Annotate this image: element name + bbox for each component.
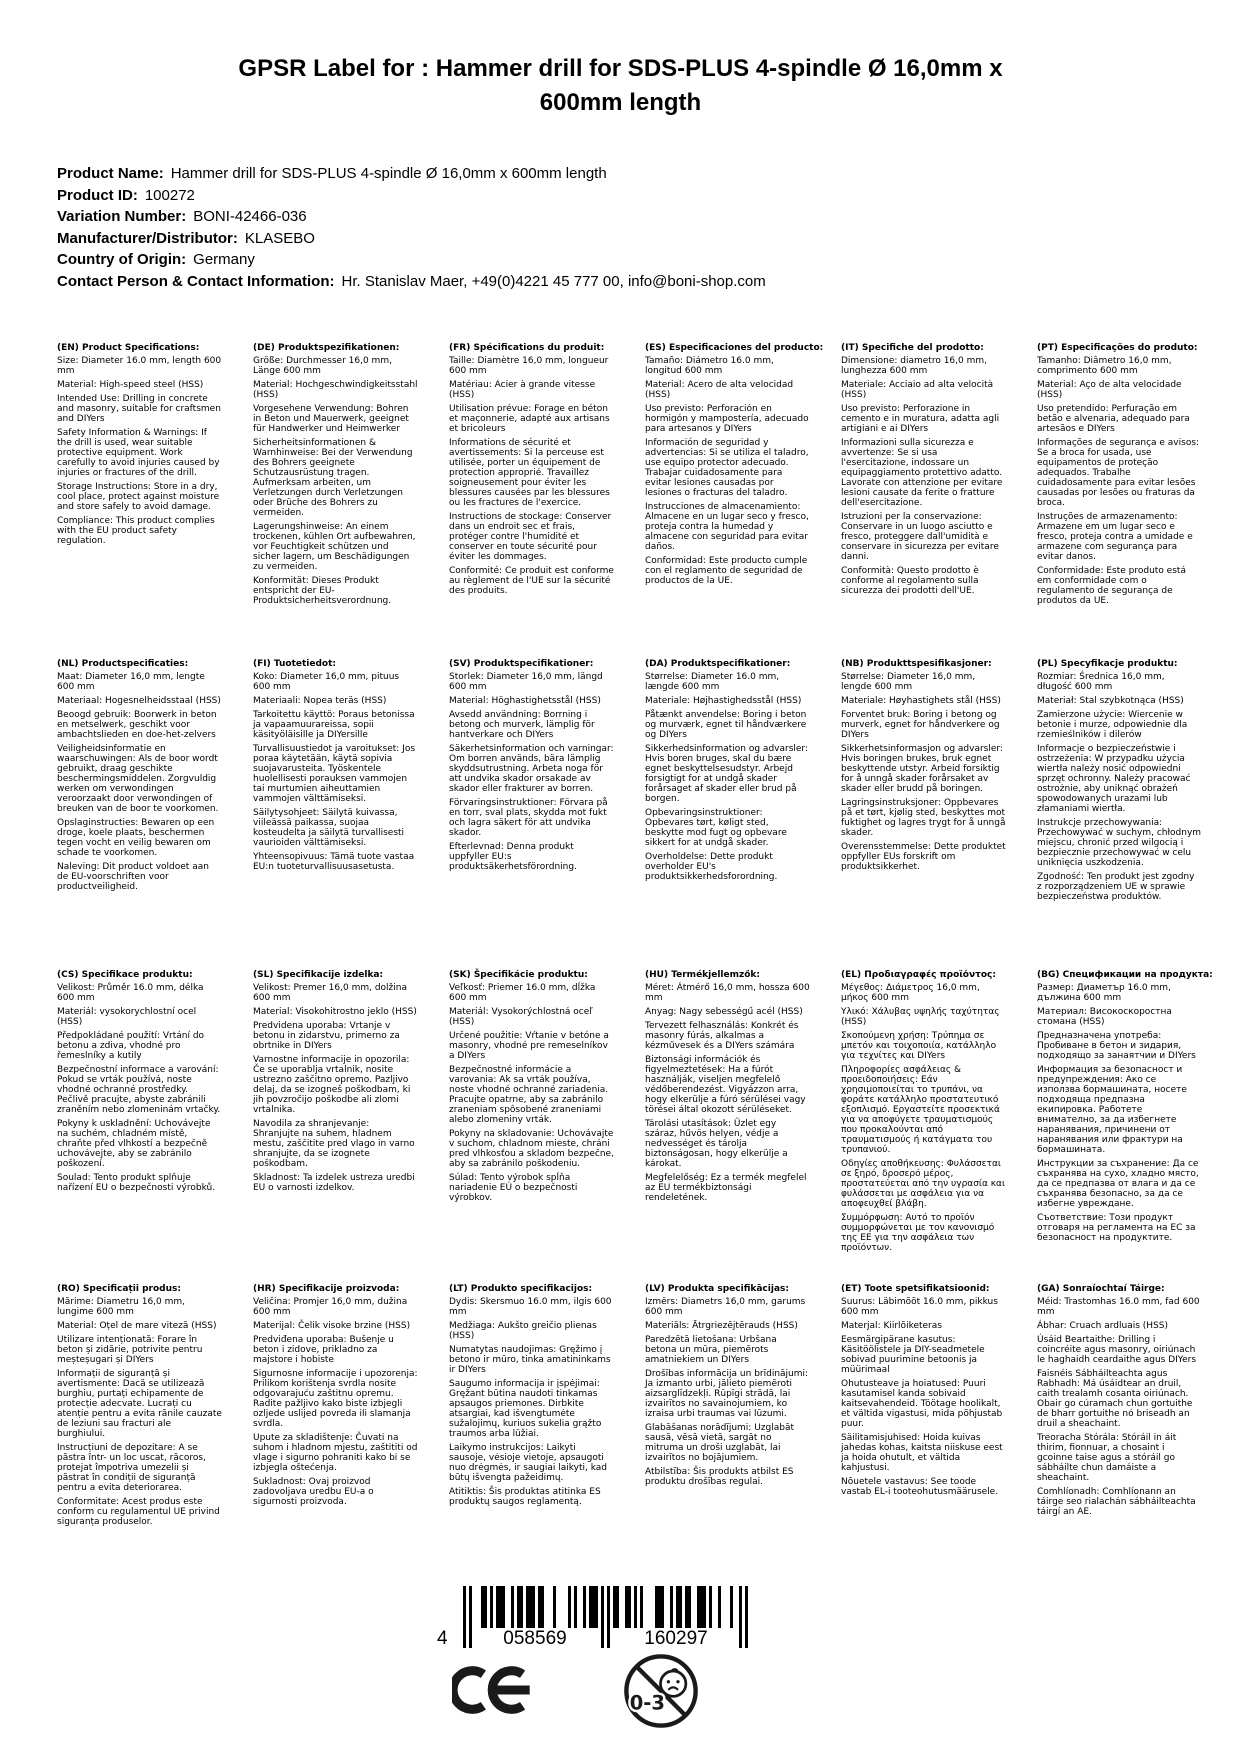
spec-paragraph: Drošības informācija un brīdinājumi: Ja izmanto urbi, jālieto piemēroti aizsarglīdzekļi. Rūpīgi strādā, lai izvairītos no savainojumiem, ko izraisa urbi traumas vai lūzumi. [645,1369,809,1419]
language-block-header: (GA) Sonraíochtaí Táirge: [1037,1284,1165,1294]
spec-paragraph: Atitiktis: Šis produktas atitinka ES produktų saugos reglamentą. [449,1487,601,1507]
spec-paragraph: Материал: Високоскоростна стомана (HSS) [1037,1007,1172,1027]
language-block-ro [57,1284,222,1531]
language-block-header: (ES) Especificaciones del producto: [645,343,824,353]
spec-paragraph: Yhteensopivuus: Tämä tuote vastaa EU:n tuoteturvallisuusasetusta. [253,852,415,872]
spec-paragraph: Lagerungshinweise: An einem trockenen, kühlen Ort aufbewahren, vor Feuchtigkeit schützen und sicher lagern, um Beschädigungen zu vermeiden. [253,522,416,572]
spec-paragraph: Konformität: Dieses Produkt entspricht der EU-Produktsicherheitsverordnung. [253,576,392,606]
spec-paragraph: Material: Höghastighetsstål (HSS) [449,696,601,706]
product-info [57,163,766,292]
barcode-bar [625,1586,631,1628]
info-value: Hammer drill for SDS-PLUS 4-spindle Ø 16,0mm x 600mm length [170,165,607,182]
spec-paragraph: Uso previsto: Perforación en hormigón y mampostería, adecuado para artesanos y DIYers [645,404,809,434]
spec-paragraph: Bezpečnostné informácie a varovania: Ak sa vrták používa, noste vhodné ochranné zariadenia. Pracujte opatrne, aby sa zabránilo zraneniam spôsobené zraneniami alebo zlomeniny vrták. [449,1065,609,1125]
barcode-bar [589,1586,598,1628]
spec-paragraph: Sukladnost: Ovaj proizvod zadovoljava uredbu EU-a o sigurnosti proizvoda. [253,1477,374,1507]
info-value: Germany [193,251,255,268]
spec-paragraph: Material: Oțel de mare viteză (HSS) [57,1321,217,1331]
spec-paragraph: Material: Acero de alta velocidad (HSS) [645,380,794,400]
spec-paragraph: Bezpečnostní informace a varování: Pokud se vrták používá, noste vhodné ochranné prostředky. Pečlivě pracujte, abyste zabránili zraněním nebo zlomeninám vrtačky. [57,1065,221,1115]
language-block-header: (NB) Produkttspesifikasjoner: [841,659,992,669]
language-block-header: (EL) Προδιαγραφές προϊόντος: [841,970,996,980]
barcode-bar [511,1586,514,1628]
spec-paragraph: Tarkoitettu käyttö: Poraus betonissa ja vapaamuurareissa, sopii käsityöläisille ja DIYersille [253,710,415,740]
spec-paragraph: Glabāšanas norādījumi: Uzglabāt sausā, vēsā vietā, sargāt no mitruma un droši uzglabāt, lai izvairītos no bojājumiem. [645,1423,794,1463]
language-block-hu [645,970,810,1284]
spec-paragraph: Instrucciones de almacenamiento: Almacene en un lugar seco y fresco, proteja contra la humedad y almacene con seguridad para evitar daños. [645,502,809,552]
barcode-first-digit: 4 [437,1628,448,1649]
spec-paragraph: Pokyny na skladovanie: Uchovávajte v suchom, chladnom mieste, chráni pred vlhkosťou a skladom bezpečne, aby sa zabránilo poškodeniu. [449,1129,614,1169]
barcode-bar [613,1586,619,1628]
spec-paragraph: Material: Visokohitrostno jeklo (HSS) [253,1007,417,1017]
language-block-header: (CS) Specifikace produktu: [57,970,193,980]
spec-paragraph: Materiale: Højhastighedsstål (HSS) [645,696,802,706]
spec-paragraph: Säkerhetsinformation och varningar: Om borren används, bära lämplig skyddsutrustning. Arbeta noga för att undvika skador orsakade av skador eller frakturer av borren. [449,744,614,794]
spec-paragraph: Zgodność: Ten produkt jest zgodny z rozporządzeniem UE w sprawie bezpieczeństwa produktów. [1037,872,1195,902]
spec-paragraph: Koko: Diameter 16,0 mm, pituus 600 mm [253,672,400,692]
barcode-bar [496,1586,505,1628]
language-block-sl [253,970,418,1284]
spec-paragraph: Tárolási utasítások: Üzlet egy száraz, hűvös helyen, védje a nedvességet és tárolja biztonságosan, hogy elkerülje a károkat. [645,1119,788,1169]
barcode-bar [490,1586,493,1628]
spec-paragraph: Mărime: Diametru 16,0 mm, lungime 600 mm [57,1297,186,1317]
language-block-header: (HU) Termékjellemzők: [645,970,761,980]
spec-paragraph: Instruções de armazenamento: Armazene em um lugar seco e fresco, proteja contra a umidade e armazene com segurança para evitar danos. [1037,512,1193,562]
barcode-bar [739,1586,742,1648]
spec-paragraph: Съответствие: Този продукт отговаря на регламента на ЕС за безопасност на продуктите. [1037,1213,1196,1243]
spec-paragraph: Material: High-speed steel (HSS) [57,380,204,390]
language-block-header: (DE) Produktspezifikationen: [253,343,400,353]
spec-paragraph: Overensstemmelse: Dette produktet oppfyller EUs forskrift om produktsikkerhet. [841,842,1006,872]
spec-paragraph: Laikymo instrukcijos: Laikyti sausoje, vėsioje vietoje, apsaugoti nuo drėgmės, ir saugiai laikyti, kad būtų išvengta pažeidimų. [449,1443,607,1483]
language-block-header: (SL) Specifikacije izdelka: [253,970,384,980]
spec-paragraph: Izmērs: Diametrs 16,0 mm, garums 600 mm [645,1297,806,1317]
spec-paragraph: Overholdelse: Dette produkt overholder EU's produktsikkerhedsforordning. [645,852,778,882]
barcode-right-digits: 160297 [644,1628,708,1649]
language-block-nb [841,659,1006,970]
spec-paragraph: Skladnost: Ta izdelek ustreza uredbi EU o varnosti izdelkov. [253,1173,415,1193]
spec-paragraph: Säilytysohjeet: Säilytä kuivassa, viileässä paikassa, suojaa kosteudelta ja säilytä turvallisesti vaurioiden välttämiseksi. [253,808,405,848]
spec-paragraph: Πληροφορίες ασφάλειας & προειδοποιήσεις: Εάν χρησιμοποιείται το τρυπάνι, να φοράτε κατάλληλο προστατευτικό εξοπλισμό. Εργαστείτε προσεκτικά για να αποφύγετε τραυματισμούς που προκαλούνται από τραυματισμούς ή κατάγματα του τρυπανιού. [841,1065,1000,1155]
spec-paragraph: Sigurnosne informacije i upozorenja: Prilikom korištenja svrdla nosite odgovarajuću zaštitnu opremu. Radite pažljivo kako biste izbjegli ozljede uslijed povreda ili slamanja svrdla. [253,1369,418,1429]
spec-paragraph: Conformitate: Acest produs este conform cu regulamentul UE privind siguranța produselor. [57,1497,220,1527]
info-line [57,163,766,185]
info-value: KLASEBO [244,229,315,247]
language-block-header: (SV) Produktspecifikationer: [449,659,594,669]
info-line [57,249,766,271]
spec-paragraph: Materiaal: Hogesnelheidsstaal (HSS) [57,696,221,706]
language-block-header: (PT) Especificações do produto: [1037,343,1198,353]
barcode-bar [574,1586,577,1628]
spec-paragraph: Efterlevnad: Denna produkt uppfyller EU:s produktsäkerhetsförordning. [449,842,577,872]
spec-paragraph: Größe: Durchmesser 16,0 mm, Länge 600 mm [253,356,392,376]
spec-paragraph: Avsedd användning: Borrning i betong och murverk, lämplig för hantverkare och DIYers [449,710,595,740]
spec-paragraph: Conformidade: Este produto está em conformidade com o regulamento de segurança de produtos da UE. [1037,566,1186,606]
spec-paragraph: Conformità: Questo prodotto è conforme al regolamento sulla sicurezza dei prodotti dell'UE. [841,566,979,596]
spec-paragraph: Lagringsinstruksjoner: Oppbevares på et tørt, kjølig sted, beskyttes mot fuktighet og lagres trygt for å unngå skader. [841,798,1006,838]
spec-paragraph: Dydis: Skersmuo 16.0 mm, ilgis 600 mm [449,1297,612,1317]
spec-paragraph: Информация за безопасност и предупреждения: Ако се използва бормашината, носете подходяща предпазна екипировка. Работете внимателно, за да избегнете наранявания, причинени от наранявания или фрактури на бормашината. [1037,1065,1187,1155]
spec-paragraph: Υλικό: Χάλυβας υψηλής ταχύτητας (HSS) [841,1007,1000,1027]
spec-paragraph: Saugumo informacija ir įspėjimai: Gręžant būtina naudoti tinkamas apsaugos priemones. Dirbkite atsargiai, kad išvengtumėte sužalojimų, kuriuos sukelia grąžto traumos arba lūžiai. [449,1379,602,1439]
age-warning-text: 0-3 [629,1691,665,1715]
spec-paragraph: Navodila za shranjevanje: Shranjujte na suhem, hladnem mestu, zaščitite pred vlago in varno shranjujte, da se izognete poškodbam. [253,1119,415,1169]
spec-paragraph: Material: Hochgeschwindigkeitsstahl (HSS) [253,380,418,400]
language-block-pt [1037,343,1202,659]
language-block-header: (ET) Toote spetsifikatsioonid: [841,1284,990,1294]
language-block-header: (RO) Specificații produs: [57,1284,181,1294]
language-block-lv [645,1284,810,1531]
language-grid [57,343,1213,1531]
spec-paragraph: Materiāls: Ātrgriezējtērauds (HSS) [645,1321,798,1331]
barcode-bar [634,1586,637,1628]
spec-paragraph: Méret: Átmérő 16,0 mm, hossza 600 mm [645,983,810,1003]
spec-paragraph: Forventet bruk: Boring i betong og murverk, egnet for håndverkere og DIYers [841,710,1000,740]
barcode-bar [745,1586,748,1648]
barcode-bar [730,1586,733,1628]
spec-paragraph: Tamaño: Diámetro 16.0 mm, longitud 600 mm [645,356,774,376]
spec-paragraph: Méid: Trastomhas 16.0 mm, fad 600 mm [1037,1297,1200,1317]
spec-paragraph: Ábhar: Cruach ardluais (HSS) [1037,1321,1168,1331]
spec-paragraph: Información de seguridad y advertencias: Si se utiliza el taladro, use equipo protector adecuado. Trabajar cuidadosamente para evitar lesiones causadas por lesiones o fracturas del taladro. [645,438,809,498]
spec-paragraph: Megfelelőség: Ez a termék megfelel az EU termékbiztonsági rendeletének. [645,1173,807,1203]
language-block-et [841,1284,1006,1531]
spec-paragraph: Size: Diameter 16.0 mm, length 600 mm [57,356,222,376]
barcode-bar [526,1586,535,1628]
spec-paragraph: Materiale: Acciaio ad alta velocità (HSS) [841,380,994,400]
language-block-lt [449,1284,614,1531]
spec-paragraph: Materiaali: Nopea teräs (HSS) [253,696,387,706]
barcode-bar [607,1586,610,1648]
spec-paragraph: Предназначена употреба: Пробиване в бетон и зидария, подходящо за занаятчии и DIYers [1037,1031,1196,1061]
language-block-sk [449,970,614,1284]
spec-paragraph: Materjal: Kiirlõiketeras [841,1321,942,1331]
language-block-da [645,659,810,970]
spec-paragraph: Predvidena uporaba: Vrtanje v betonu in zidarstvu, primerno za obrtnike in DIYers [253,1021,400,1051]
spec-paragraph: Treoracha Stórála: Stóráil in áit thirim, fionnuar, a chosaint i gcoinne taise agus a stóráil go sábháilte chun damáiste a sheachaint. [1037,1433,1177,1483]
barcode-left-digits: 058569 [503,1628,567,1649]
spec-paragraph: Conformité: Ce produit est conforme au règlement de l'UE sur la sécurité des produits. [449,566,614,596]
spec-paragraph: Materiál: vysokorychlostní ocel (HSS) [57,1007,197,1027]
spec-paragraph: Nõuetele vastavus: See toode vastab EL-i tooteohutusmäärusele. [841,1477,999,1497]
spec-paragraph: Materijal: Čelik visoke brzine (HSS) [253,1321,411,1331]
language-block-de [253,343,418,659]
spec-paragraph: Инструкции за съхранение: Да се съхранява на сухо, хладно място, да се предпазва от влага и да се съхранява безопасно, за да се избегне увреждане. [1037,1159,1199,1209]
info-value: 100272 [144,186,195,204]
barcode-bar [655,1586,664,1628]
spec-paragraph: Varnostne informacije in opozorila: Če se uporablja vrtalnik, nosite ustrezno zaščitno opremo. Pazljivo delaj, da se izogneš poškodbam, ki jih povzročijo poškodbe ali zlomi vrtalnika. [253,1055,411,1115]
spec-paragraph: Størrelse: Diameter 16.0 mm, længde 600 mm [645,672,780,692]
barcode-bar [709,1586,712,1628]
spec-paragraph: Οδηγίες αποθήκευσης: Φυλάσσεται σε ξηρό, δροσερό μέρος, προστατεύεται από την υγρασία και φυλάσσεται με ασφάλεια για να αποφευχθεί βλάβη. [841,1159,1006,1209]
spec-paragraph: Tervezett felhasználás: Konkrét és masonry fúrás, alkalmas a kézművesek és a DIYers számára [645,1021,799,1051]
barcode-bar [697,1586,706,1628]
spec-paragraph: Maat: Diameter 16,0 mm, lengte 600 mm [57,672,205,692]
spec-paragraph: Vorgesehene Verwendung: Bohren in Beton und Mauerwerk, geeignet für Handwerker und Heimwerker [253,404,409,434]
spec-paragraph: Istruzioni per la conservazione: Conservare in un luogo asciutto e fresco, proteggere dall'umidità e conservare in sicurezza per evitare danni. [841,512,999,562]
spec-paragraph: Σκοπούμενη χρήση: Τρύπημα σε μπετόν και τοιχοποιία, κατάλληλο για τεχνίτες και DIYers [841,1031,997,1061]
spec-paragraph: Instrukcje przechowywania: Przechowywać w suchym, chłodnym miejscu, chronić przed wilgocią i bezpiecznie przechowywać w celu uniknięcia uszkodzenia. [1037,818,1202,868]
spec-paragraph: Materiale: Høyhastighets stål (HSS) [841,696,1001,706]
language-block-hr [253,1284,418,1531]
spec-paragraph: Sikkerhetsinformasjon og advarsler: Hvis boringen brukes, bruk egnet beskyttende utstyr. Arbeid forsiktig for å unngå skader forårsaket av skader eller brudd på boringen. [841,744,1003,794]
spec-paragraph: Compliance: This product complies with the EU product safety regulation. [57,516,215,546]
info-label: Product Name: [57,165,164,182]
language-block-header: (LV) Produkta specifikācijas: [645,1284,789,1294]
info-label: Variation Number: [57,208,187,225]
spec-paragraph: Matériau: Acier à grande vitesse (HSS) [449,380,596,400]
barcode-bar [553,1586,556,1628]
spec-paragraph: Størrelse: Diameter 16,0 mm, lengde 600 mm [841,672,976,692]
info-label: Contact Person & Contact Information: [57,272,335,290]
spec-paragraph: Opbevaringsinstruktioner: Opbevares tørt, køligt sted, beskytte mod fugt og opbevare sikkert for at undgå skader. [645,808,787,848]
spec-paragraph: Informații de siguranță și avertismente: Dacă se utilizează burghiu, purtați echipamente de protecție adecvate. Lucrați cu atenție pentru a evita rănile cauzate de leziuni sau fracturi ale burghiului. [57,1369,222,1439]
barcode-bar [481,1586,487,1628]
spec-paragraph: Faisnéis Sábháilteachta agus Rabhadh: Má úsáidtear an druil, caith trealamh cosanta oiriúnach. Obair go cúramach chun gortuithe de bharr gortuithe nó briseadh an druil a sheachaint. [1037,1369,1193,1429]
spec-paragraph: Paredzētā lietošana: Urbšana betona un mūra, piemērots amatniekiem un DIYers [645,1335,777,1365]
page-title: GPSR Label for : Hammer drill for SDS-PLUS 4-spindle Ø 16,0mm x 600mm length [238,55,1003,116]
info-line [57,206,766,228]
spec-paragraph: Eesmärgipärane kasutus: Käsitöölistele ja DIY-seadmetele sobivad puurimine betoonis ja müürimaal [841,1335,985,1375]
language-block-header: (FR) Spécifications du produit: [449,343,605,353]
spec-paragraph: Sicherheitsinformationen & Warnhinweise: Bei der Verwendung des Bohrers geeignete Schutzausrüstung tragen. Aufmerksam arbeiten, um Verletzungen durch Verletzungen oder Brüche des Bohrers zu vermeiden. [253,438,413,518]
spec-paragraph: Informações de segurança e avisos: Se a broca for usada, use equipamentos de proteção adequados. Trabalhe cuidadosamente para evitar lesões causadas por lesões ou fraturas da broca. [1037,438,1200,508]
barcode-bar [676,1586,682,1628]
spec-paragraph: Atbilstība: Šis produkts atbilst ES produktu drošības regulai. [645,1467,794,1487]
ce-mark-icon [452,1662,536,1718]
spec-paragraph: Pokyny k uskladnění: Uchovávejte na suchém, chladném místě, chraňte před vlhkostí a bezpečně uchovávejte, aby se zabránilo poškození. [57,1119,211,1169]
spec-paragraph: Μέγεθος: Διάμετρος 16,0 mm, μήκος 600 mm [841,983,980,1003]
language-block-it [841,343,1006,659]
barcode-bar [685,1586,691,1628]
spec-paragraph: Påtænkt anvendelse: Boring i beton og murværk, egnet til håndværkere og DIYers [645,710,807,740]
info-label: Country of Origin: [57,251,187,268]
ean13-barcode [437,1586,757,1652]
spec-paragraph: Veličina: Promjer 16,0 mm, dužina 600 mm [253,1297,408,1317]
spec-paragraph: Sikkerhedsinformation og advarsler: Hvis boren bruges, skal du bære egnet beskyttelsesudstyr. Arbejd forsigtigt for at undgå skader forårsaget af skader eller brud på borgen. [645,744,808,804]
spec-paragraph: Размер: Диаметър 16.0 mm, дължина 600 mm [1037,983,1171,1003]
spec-paragraph: Predviđena uporaba: Bušenje u beton i zidove, prikladno za majstore i hobiste [253,1335,394,1365]
language-block-fr [449,343,614,659]
spec-paragraph: Instrucțiuni de depozitare: A se păstra într- un loc uscat, răcoros, protejat împotriva umezelii și păstrat în condiții de siguranță pentru a evita deteriorarea. [57,1443,206,1493]
barcode-bar [463,1586,466,1648]
language-block-header: (PL) Specyfikacje produktu: [1037,659,1178,669]
spec-paragraph: Anyag: Nagy sebességű acél (HSS) [645,1007,803,1017]
spec-paragraph: Informazioni sulla sicurezza e avvertenze: Se si usa l'esercitazione, indossare un equipaggiamento protettivo adatto. Lavorate con attenzione per evitare lesioni causate da ferite o fratture dell'esercitazione. [841,438,1003,508]
spec-paragraph: Ohutusteave ja hoiatused: Puuri kasutamisel kanda sobivaid kaitsevahendeid. Töötage hoolikalt, et vältida vigastusi, mida põhjustab puur. [841,1379,1003,1429]
spec-paragraph: Naleving: Dit product voldoet aan de EU-voorschriften voor productveiligheid. [57,862,209,892]
spec-paragraph: Instructions de stockage: Conserver dans un endroit sec et frais, protéger contre l'humidité et conserver en toute sécurité pour éviter les dommages. [449,512,612,562]
spec-paragraph: Uso pretendido: Perfuração em betão e alvenaria, adequado para artesãos e DIYers [1037,404,1190,434]
spec-paragraph: Intended Use: Drilling in concrete and masonry, suitable for craftsmen and DIYers [57,394,221,424]
spec-paragraph: Taille: Diamètre 16,0 mm, longueur 600 mm [449,356,609,376]
info-label: Manufacturer/Distributor: [57,229,238,247]
spec-paragraph: Suurus: Läbimõõt 16.0 mm, pikkus 600 mm [841,1297,998,1317]
spec-paragraph: Συμμόρφωση: Αυτό το προϊόν συμμορφώνεται με τον κανονισμό της ΕΕ για την ασφάλεια των προϊόντων. [841,1213,995,1253]
info-value: BONI-42466-036 [193,208,307,225]
barcode-bar [538,1586,544,1628]
spec-paragraph: Förvaringsinstruktioner: Förvara på en torr, sval plats, skydda mot fukt och lagra säkert för att undvika skador. [449,798,608,838]
spec-paragraph: Turvallisuustiedot ja varoitukset: Jos poraa käytetään, käytä sopivia suojavarusteita. Työskentele huolellisesti porauksen vammojen tai murtumien aiheuttamien vammojen välttämiseksi. [253,744,416,804]
language-block-header: (FI) Tuotetiedot: [253,659,337,669]
language-block-header: (EN) Product Specifications: [57,343,200,353]
language-block-header: (BG) Спецификации на продукта: [1037,970,1213,980]
barcode-bar [640,1586,643,1628]
language-block-ga [1037,1284,1202,1531]
spec-paragraph: Storage Instructions: Store in a dry, cool place, protect against moisture and store safely to avoid damage. [57,482,220,512]
spec-paragraph: Safety Information & Warnings: If the drill is used, wear suitable protective equipment. Work carefully to avoid injuries caused by injuries or fractures of the drill. [57,428,220,478]
spec-paragraph: Informations de sécurité et avertissements: Si la perceuse est utilisée, porter un équipement de protection approprié. Travaillez soigneusement pour éviter les blessures causées par les blessures ou les fractures de l'exercice. [449,438,610,508]
spec-paragraph: Úsáid Beartaithe: Drilling i coincréite agus masonry, oiriúnach le haghaidh ceardaithe agus DIYers [1037,1335,1197,1365]
spec-paragraph: Soulad: Tento produkt splňuje nařízení EU o bezpečnosti výrobků. [57,1173,216,1193]
language-block-fi [253,659,418,970]
spec-paragraph: Veľkosť: Priemer 16.0 mm, dĺžka 600 mm [449,983,596,1003]
spec-paragraph: Beoogd gebruik: Boorwerk in beton en metselwerk, geschikt voor ambachtslieden en doe-het-zelvers [57,710,217,740]
barcode-bar [670,1586,673,1628]
spec-paragraph: Medžiaga: Aukšto greičio plienas (HSS) [449,1321,597,1341]
language-block-nl [57,659,222,970]
spec-paragraph: Opslaginstructies: Bewaren op een droge, koele plaats, beschermen tegen vocht en veilig bewaren om schade te voorkomen. [57,818,215,858]
language-block-bg [1037,970,1213,1284]
language-block-header: (IT) Specifiche del prodotto: [841,343,984,353]
spec-paragraph: Dimensione: diametro 16,0 mm, lunghezza 600 mm [841,356,987,376]
spec-paragraph: Velikost: Průměr 16.0 mm, délka 600 mm [57,983,204,1003]
spec-paragraph: Upute za skladištenje: Čuvati na suhom i hladnom mjestu, zaštititi od vlage i sigurno pohraniti kako bi se izbjegla oštećenja. [253,1433,418,1473]
spec-paragraph: Storlek: Diameter 16,0 mm, längd 600 mm [449,672,603,692]
language-block-header: (HR) Specifikacije proizvoda: [253,1284,400,1294]
language-block-en [57,343,222,659]
barcode-bar [568,1586,571,1628]
spec-paragraph: Zamierzone użycie: Wiercenie w betonie i murze, odpowiednie dla rzemieślników i dilerów [1037,710,1188,740]
spec-paragraph: Säilitamisjuhised: Hoida kuivas jahedas kohas, kaitsta niiskuse eest ja hoida ohutult, et vältida kahjustusi. [841,1433,1003,1473]
spec-paragraph: Utilisation prévue: Forage en béton et maçonnerie, adapté aux artisans et bricoleurs [449,404,610,434]
spec-paragraph: Uso previsto: Perforazione in cemento e in muratura, adatta agli artigiani e ai DIYers [841,404,1000,434]
spec-paragraph: Material: Aço de alta velocidade (HSS) [1037,380,1182,400]
spec-paragraph: Súlad: Tento výrobok spĺňa nariadenie EÚ o bezpečnosti výrobkov. [449,1173,578,1203]
info-value: Hr. Stanislav Maer, +49(0)4221 45 777 00, info@boni-shop.com [341,272,766,290]
language-block-header: (LT) Produkto specifikacijos: [449,1284,593,1294]
language-block-es [645,343,824,659]
info-line [57,228,766,250]
spec-paragraph: Veiligheidsinformatie en waarschuwingen: Als de boor wordt gebruikt, draag geschikte beschermingsmiddelen. Zorgvuldig werken om verwondingen veroorzaakt door verwondingen of breuken van de boor te voorkomen. [57,744,219,814]
spec-paragraph: Utilizare intenționată: Forare în beton și zidărie, potrivite pentru meșteșugari și DIYers [57,1335,203,1365]
barcode-bar [601,1586,604,1648]
spec-paragraph: Biztonsági információk és figyelmeztetések: Ha a fúrót használják, viseljen megfelelő védőberendezést. Vigyázzon arra, hogy elkerülje a fúró sérülései vagy törései által okozott sérüléseket. [645,1055,806,1115]
barcode-bar [718,1586,721,1628]
age-warning-0-3-icon [622,1652,700,1730]
spec-paragraph: Informacje o bezpieczeństwie i ostrzeżenia: W przypadku użycia wiertła należy nosić odpowiedni sprzęt ochronny. Należy pracować ostrożnie, aby uniknąć obrażeń spowodowanych urazami lub złamaniami wiertła. [1037,744,1191,814]
info-line [57,271,766,293]
language-block-cs [57,970,222,1284]
info-label: Product ID: [57,186,138,204]
barcode-bar [517,1586,523,1628]
spec-paragraph: Materiał: Stal szybkotnąca (HSS) [1037,696,1184,706]
info-line [57,185,766,207]
spec-paragraph: Rozmiar: Średnica 16,0 mm, długość 600 mm [1037,672,1165,692]
spec-paragraph: Materiál: Vysokorýchlostná oceľ (HSS) [449,1007,593,1027]
language-block-pl [1037,659,1202,970]
spec-paragraph: Numatytas naudojimas: Gręžimo į betono ir mūro, tinka amatininkams ir DIYers [449,1345,611,1375]
language-block-el [841,970,1006,1284]
spec-paragraph: Conformidad: Este producto cumple con el reglamento de seguridad de productos de la UE. [645,556,808,586]
language-block-header: (SK) Špecifikácie produktu: [449,970,588,980]
barcode-bar [583,1586,586,1628]
spec-paragraph: Comhlíonadh: Comhlíonann an táirge seo rialachán sábháilteachta táirgí an AE. [1037,1487,1196,1517]
spec-paragraph: Určené použitie: Vŕtanie v betóne a masonry, vhodné pre remeselníkov a DIYers [449,1031,609,1061]
spec-paragraph: Předpokládané použití: Vrtání do betonu a zdiva, vhodné pro řemeslníky a kutily [57,1031,205,1061]
spec-paragraph: Tamanho: Diâmetro 16,0 mm, comprimento 600 mm [1037,356,1172,376]
language-block-header: (NL) Productspecificaties: [57,659,189,669]
language-block-header: (DA) Produktspecifikationer: [645,659,791,669]
spec-paragraph: Velikost: Premer 16,0 mm, dolžina 600 mm [253,983,407,1003]
language-block-sv [449,659,614,970]
